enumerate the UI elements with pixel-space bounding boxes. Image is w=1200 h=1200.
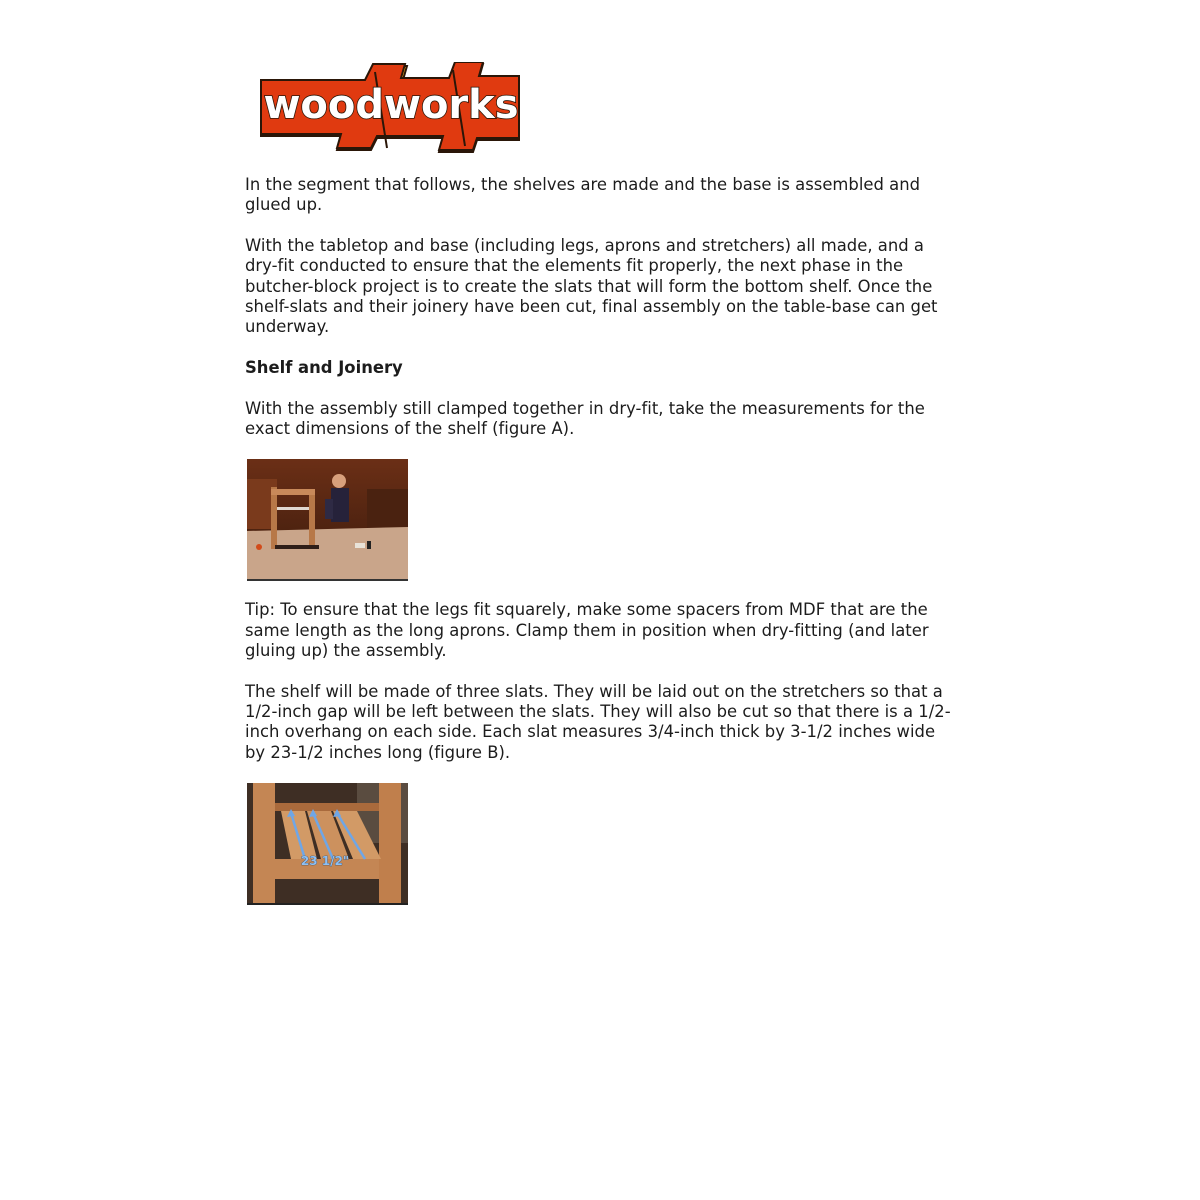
woodworks-logo xyxy=(257,62,525,154)
overview-paragraph: With the tabletop and base (including legs, aprons and stretchers) all made, and a dry-fit conducted to ensure that the elements fit properly, the next phase in the butcher-block project is to create the slats that will form the bottom shelf. Once the shelf-slats and their joinery have been cut, final assembly on the table-base can get underway. xyxy=(245,236,938,337)
section-heading: Shelf and Joinery xyxy=(245,358,403,378)
woodworks-logo-graphic xyxy=(257,62,525,154)
slats-paragraph: The shelf will be made of three slats. They will be laid out on the stretchers so that a 1/2-inch gap will be left between the slats. They will also be cut so that there is a 1/2-inch overhang on each side. Each slat measures 3/4-inch thick by 3-1/2 inches wide by 23-1/2 inches long (figure B). xyxy=(245,681,951,762)
figure-b-photo xyxy=(247,783,408,905)
tip-paragraph: Tip: To ensure that the legs fit squarely, make some spacers from MDF that are the same length as the long aprons. Clamp them in position when dry-fitting (and later gluing up) the assembly. xyxy=(245,600,929,661)
figure-b-measurement-label: 23 1/2" xyxy=(300,853,350,868)
measurement-paragraph: With the assembly still clamped together in dry-fit, take the measurements for the exact dimensions of the shelf (figure A). xyxy=(245,398,925,439)
logo-text: woodworks xyxy=(263,82,519,128)
article-body xyxy=(245,175,960,924)
intro-paragraph: In the segment that follows, the shelves are made and the base is assembled and glued up. xyxy=(245,175,921,215)
figure-a-photo xyxy=(247,459,408,581)
